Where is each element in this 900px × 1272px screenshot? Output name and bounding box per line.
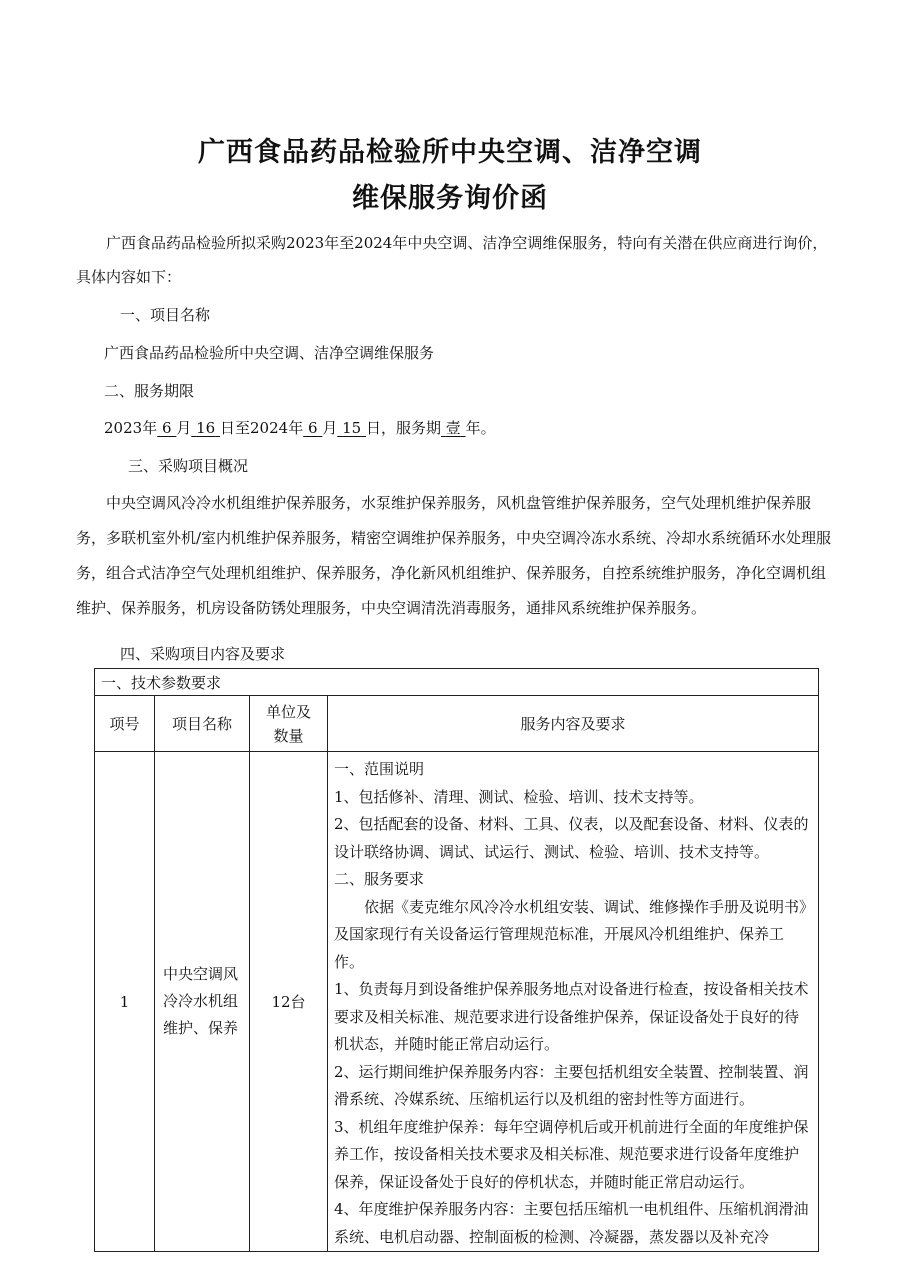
period-text: 年	[288, 419, 304, 437]
table-row	[95, 752, 819, 1252]
header-unit-qty: 单位及 数量	[250, 696, 328, 752]
table-header-row	[95, 696, 819, 752]
service-period-line	[76, 411, 838, 445]
period-text: 日，服务期	[365, 419, 441, 437]
document-title-line1: 广西食品药品检验所中央空调、洁净空调	[198, 137, 702, 168]
period-length: 壹	[445, 419, 461, 437]
content-line: 2、运行期间维护保养服务内容：主要包括机组安全装置、控制装置、润滑系统、冷媒系统、压缩机运行以及机组的密封性等方面进行。	[334, 1062, 809, 1108]
period-start-month: 6	[161, 419, 172, 437]
table-section-label: 一、技术参数要求	[95, 669, 819, 696]
row-service-content	[328, 752, 819, 1252]
content-line: 一、范围说明	[334, 760, 425, 778]
period-text: 月	[176, 419, 192, 437]
document-title-line2: 维保服务询价函	[352, 183, 548, 214]
section3-heading: 三、采购项目概况	[128, 457, 249, 475]
section1-content: 广西食品药品检验所中央空调、洁净空调维保服务	[104, 344, 435, 362]
row-unit-qty: 12台	[250, 752, 328, 1252]
period-end-day: 15	[342, 419, 362, 437]
period-text: 年	[142, 419, 158, 437]
section3-content: 中央空调风冷冷水机组维护保养服务，水泵维护保养服务，风机盘管维护保养服务，空气处理机维护保养服务，多联机室外机/室内机维护保养服务，精密空调维护保养服务，中央空调冷冻水系统、冷却水系统循环水处理服务，组合式洁净空气处理机组维护、保养服务，净化新风机组维护、保养服务，自控系统维护服务，净化空调机组维护、保养服务，机房设备防锈处理服务，中央空调清洗消毒服务，通排风系统维护保养服务。	[76, 494, 832, 617]
intro-paragraph: 广西食品药品检验所拟采购2023年至2024年中央空调、洁净空调维保服务，特向有关潜在供应商进行询价，具体内容如下：	[76, 234, 828, 286]
requirements-table	[94, 668, 819, 1252]
period-end-year: 2024	[250, 419, 289, 437]
section2-heading: 二、服务期限	[104, 382, 195, 400]
period-text: 日至	[219, 419, 250, 437]
period-start-year: 2023	[104, 419, 143, 437]
content-line: 二、服务要求	[334, 870, 425, 888]
content-line: 1、包括修补、清理、测试、检验、培训、技术支持等。	[334, 787, 704, 806]
content-line: 3、机组年度维护保养：每年空调停机后或开机前进行全面的年度维护保养工作，按设备相关技术要求及相关标准、规范要求进行设备年度维护保养，保证设备处于良好的停机状态，并随时能正常启动运行。	[334, 1117, 809, 1191]
period-text: 月	[322, 419, 338, 437]
header-service-content: 服务内容及要求	[328, 696, 819, 752]
period-end-month: 6	[307, 419, 318, 437]
section4-heading: 四、采购项目内容及要求	[120, 645, 286, 663]
header-item-no: 项号	[95, 696, 155, 752]
header-item-name: 项目名称	[155, 696, 250, 752]
content-line: 1、负责每月到设备维护保养服务地点对设备进行检查，按设备相关技术要求及相关标准、规范要求进行设备维护保养，保证设备处于良好的待机状态，并随时能正常启动运行。	[334, 980, 809, 1053]
period-start-day: 16	[196, 419, 216, 437]
content-line: 4、年度维护保养服务内容：主要包括压缩机一电机组件、压缩机润滑油系统、电机启动器、控制面板的检测、冷凝器，蒸发器以及补充冷	[334, 1200, 809, 1246]
period-text: 年。	[465, 419, 496, 437]
content-line: 2、包括配套的设备、材料、工具、仪表，以及配套设备、材料、仪表的设计联络协调、调试、试运行、测试、检验、培训、技术支持等。	[334, 815, 809, 861]
row-item-name: 中央空调风冷冷水机组维护、保养	[155, 752, 250, 1252]
row-item-no: 1	[95, 752, 155, 1252]
section1-heading: 一、项目名称	[120, 306, 211, 324]
content-line: 依据《麦克维尔风冷冷水机组安装、调试、维修操作手册及说明书》及国家现行有关设备运行管理规范标准，开展风冷机组维护、保养工作。	[334, 897, 807, 971]
